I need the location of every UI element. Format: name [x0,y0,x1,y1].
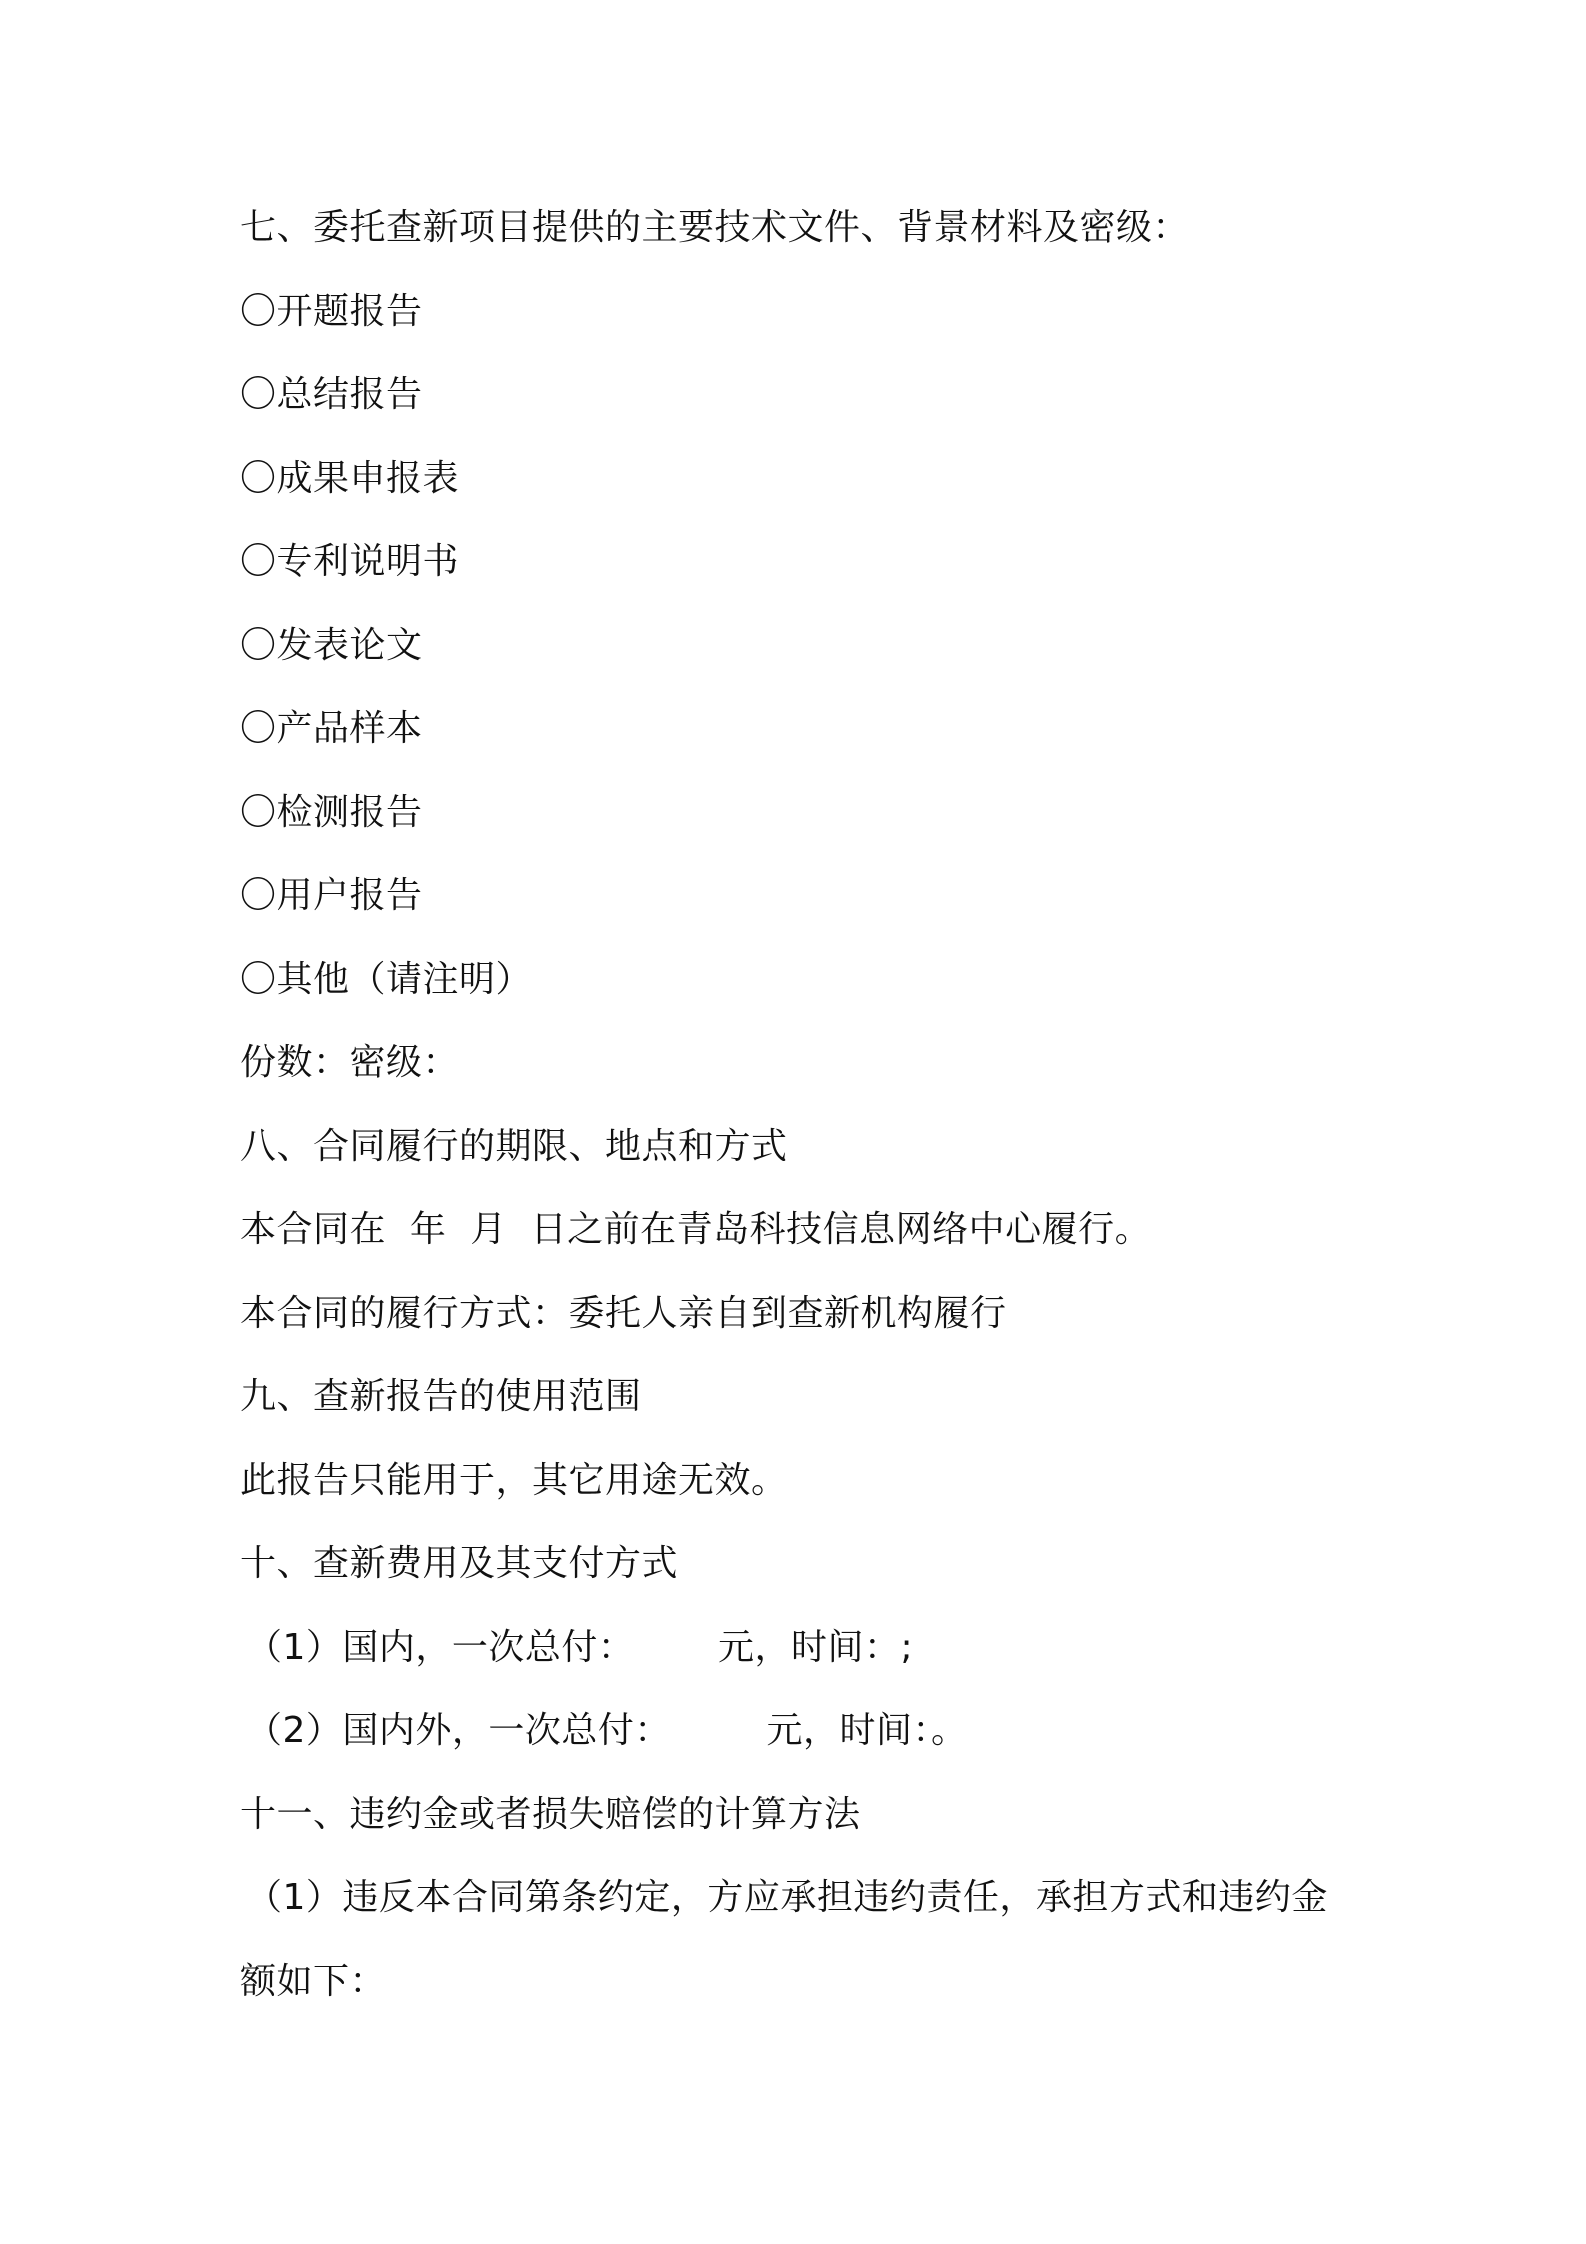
option-test-report: 〇检测报告 [240,791,423,833]
fee-domestic: （1）国内，一次总付： 元，时间：; [246,1626,914,1668]
section-heading-8: 八、合同履行的期限、地点和方式 [240,1125,788,1167]
performance-deadline: 本合同在 年 月 日之前在青岛科技信息网络中心履行。 [240,1209,1152,1250]
option-achievement-form: 〇成果申报表 [240,457,460,499]
section-heading-10: 十、查新费用及其支付方式 [240,1543,679,1584]
document-body [240,198,1400,2035]
breach-clause-continued: 额如下： [240,1960,387,2002]
option-product-sample: 〇产品样本 [240,708,423,749]
option-other: 〇其他（请注明） [240,958,533,1000]
option-summary-report: 〇总结报告 [240,374,423,415]
section-heading-9: 九、查新报告的使用范围 [240,1376,642,1417]
option-published-paper: 〇发表论文 [240,624,423,666]
performance-method: 本合同的履行方式：委托人亲自到查新机构履行 [240,1292,1007,1334]
usage-scope: 此报告只能用于，其它用途无效。 [240,1459,788,1501]
fee-international: （2）国内外，一次总付： 元，时间：。 [246,1710,968,1751]
section-heading-11: 十一、违约金或者损失赔偿的计算方法 [240,1793,861,1835]
option-opening-report: 〇开题报告 [240,290,423,332]
breach-clause: （1）违反本合同第条约定，方应承担违约责任，承担方式和违约金 [246,1877,1328,1918]
option-patent-specification: 〇专利说明书 [240,541,460,582]
copies-and-classification: 份数：密级： [240,1042,460,1083]
section-heading-7: 七、委托查新项目提供的主要技术文件、背景材料及密级： [240,207,1190,248]
option-user-report: 〇用户报告 [240,875,423,916]
